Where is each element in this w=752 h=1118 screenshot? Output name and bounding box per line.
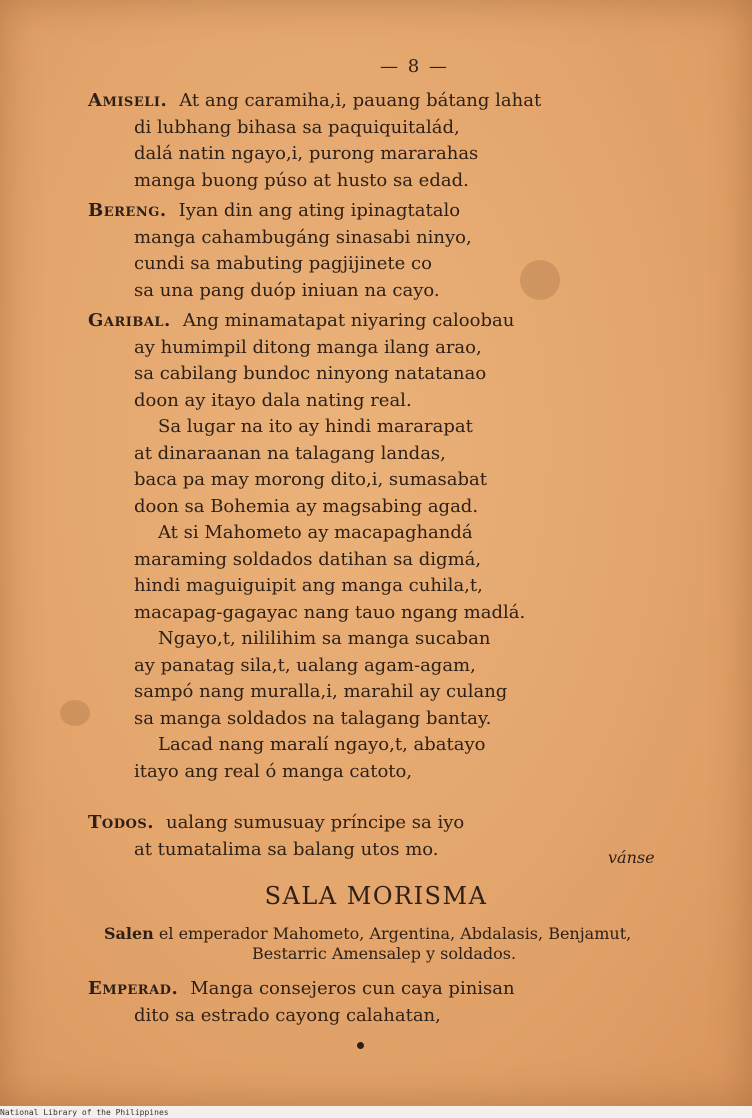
verse-line: Garibal. Ang minamatapat niyaring caloobau [88,310,515,331]
stage-direction-line: el emperador Mahometo, Argentina, Abdalasis, Benjamut, [158,924,632,943]
scene-title: SALA MORISMA [264,882,488,910]
verse-line: ay humimpil ditong manga ilang arao, [134,336,482,358]
page-number: — 8 — [380,56,449,77]
verse-line: di lubhang bihasa sa paquiquitalád, [134,116,460,138]
verse-line: at tumatalima sa balang utos mo. [134,838,439,860]
verse-line: Todos. ualang sumusuay príncipe sa iyo [88,812,465,833]
speaker-name: Amiseli. [88,90,168,111]
speaker-name: Emperad. [88,978,179,999]
verse-todos [88,810,465,863]
verse-line: doon ay itayo dala nating real. [134,389,412,411]
verse-line: Emperad. Manga consejeros cun caya pinisan [88,978,515,999]
stage-direction [104,924,631,964]
verse-line: sa manga soldados na talagang bantay. [134,707,492,729]
verse-line: sa cabilang bundoc ninyong natatanao [134,363,487,384]
verse-line: Amiseli. At ang caramiha,i, pauang bátang lahat [88,90,542,111]
verse-line: itayo ang real ó manga catoto, [134,760,413,782]
verse-amiseli [88,88,542,194]
paper-stain [520,260,560,300]
verse-line: manga cahambugáng sinasabi ninyo, [134,226,472,248]
verse-line: dalá natin ngayo,i, purong mararahas [134,143,479,164]
stage-direction-line: Bestarric Amensalep y soldados. [252,944,517,963]
verse-line: Lacad nang maralí ngayo,t, abatayo [158,734,486,755]
verse-line: at dinaraanan na talagang landas, [134,442,446,464]
verse-line: manga buong púso at husto sa edad. [134,169,469,191]
verse-line: Bereng. Iyan din ang ating ipinagtatalo [88,200,461,221]
verse-line: sampó nang muralla,i, marahil ay culang [134,681,508,702]
stage-cue: vánse [608,848,655,867]
verse-line: hindi maguiguipit ang manga cuhila,t, [134,575,483,596]
footer-credit: National Library of the Philippines [0,1108,169,1117]
verse-line: Ngayo,t, nililihim sa manga sucaban [158,628,491,649]
verse-line: At si Mahometo ay macapaghandá [158,522,473,543]
stage-direction-lead: Salen [104,924,154,943]
verse-line: ay panatag sila,t, ualang agam-agam, [134,654,476,676]
verse-emperador [88,976,515,1029]
verse-line: maraming soldados datihan sa digmá, [134,548,482,570]
verse-line: macapag-gagayac nang tauo ngang madlá. [134,601,526,623]
verse-line: sa una pang duóp iniuan na cayo. [134,279,440,301]
speaker-name: Bereng. [88,200,167,221]
verse-line: Sa lugar na ito ay hindi mararapat [158,416,473,437]
verse-bereng [88,198,472,304]
verse-line: cundi sa mabuting pagjijinete co [134,253,432,274]
verse-line: baca pa may morong dito,i, sumasabat [134,469,487,490]
speaker-name: Todos. [88,812,154,833]
verse-garibal [88,308,526,785]
paper-stain [60,700,90,726]
ornament-dot [357,1042,364,1049]
verse-line: doon sa Bohemia ay magsabing agad. [134,495,479,517]
speaker-name: Garibal. [88,310,171,331]
verse-line: dito sa estrado cayong calahatan, [134,1004,441,1026]
